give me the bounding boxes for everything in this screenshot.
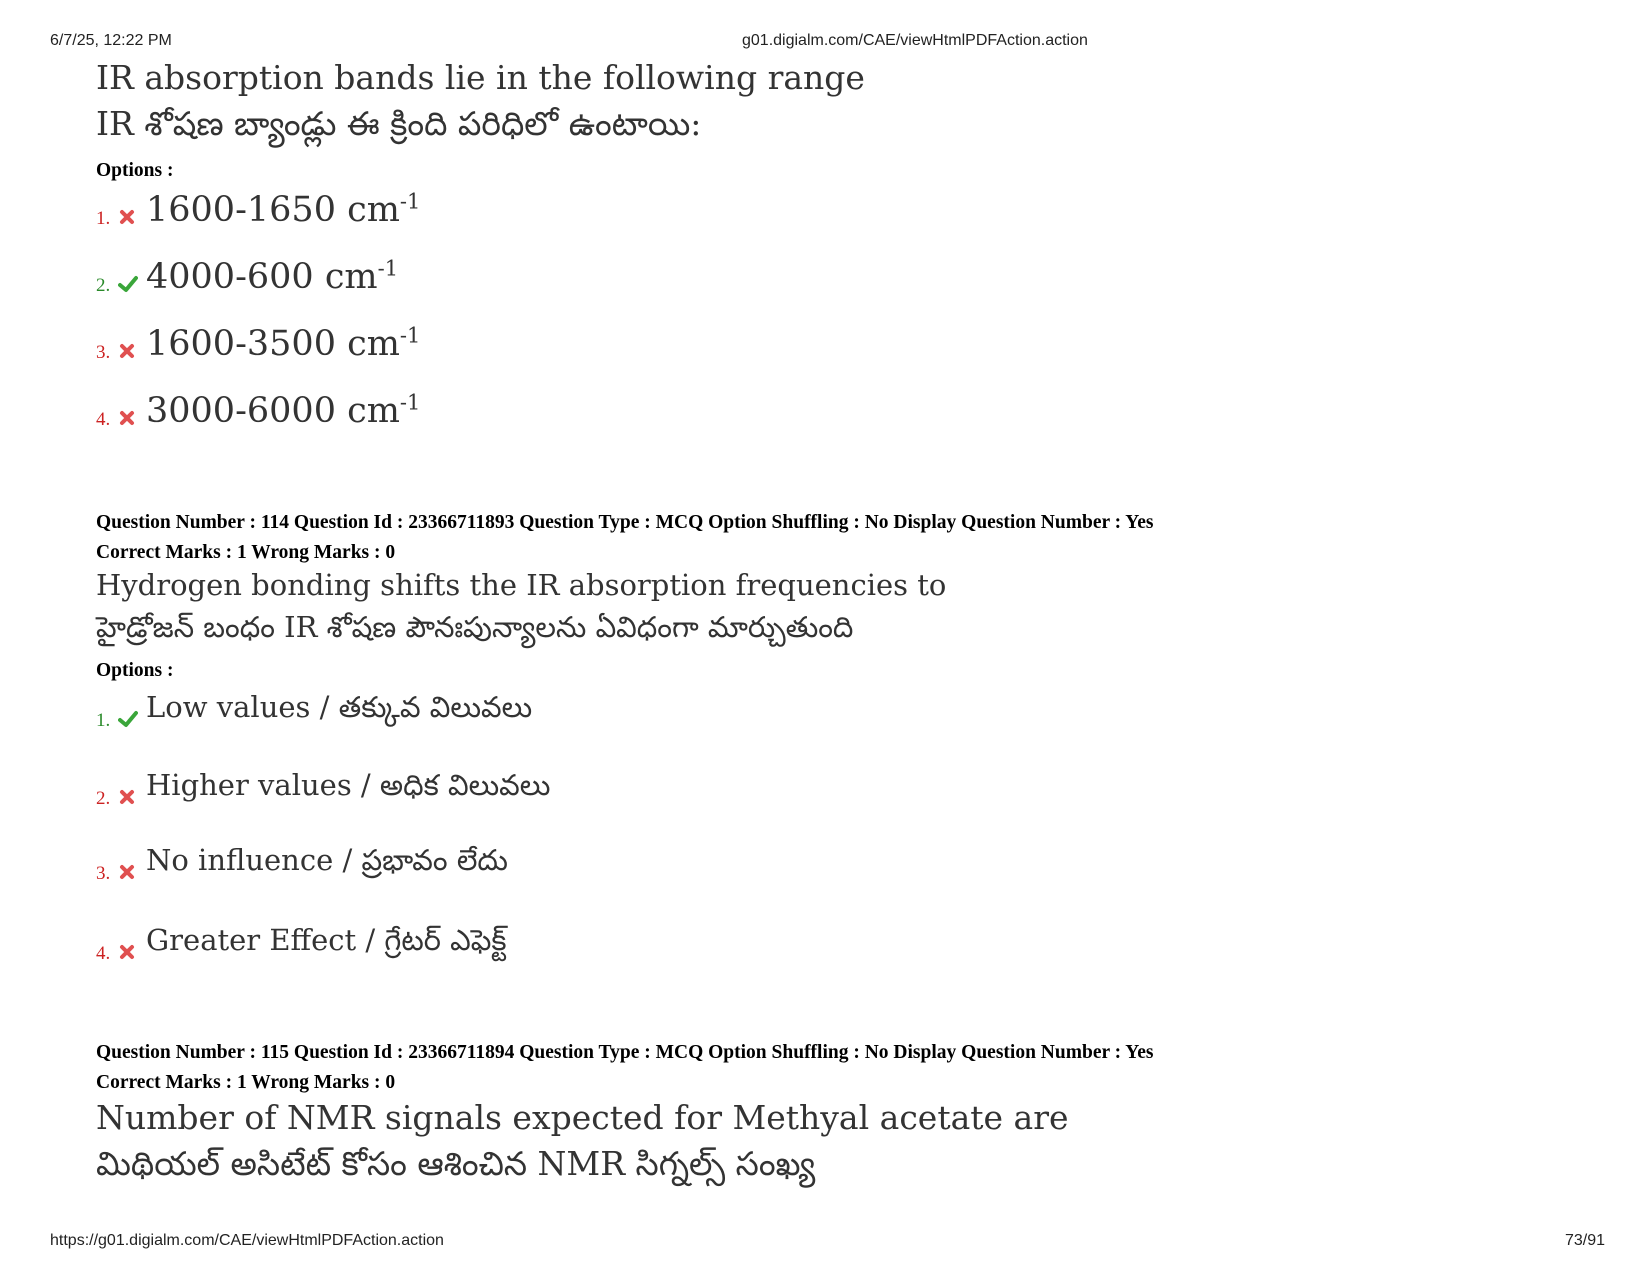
option-number: 1.: [96, 208, 111, 229]
print-datetime: 6/7/25, 12:22 PM: [50, 32, 172, 49]
question-stem-telugu: మిథియల్ అసిటేట్ కోసం ఆశించిన NMR సిగ్నల్స్ సంఖ్య: [96, 1144, 816, 1183]
option-number: 2.: [96, 275, 111, 296]
options-label: Options :: [96, 160, 174, 181]
option-number: 3.: [96, 342, 111, 363]
print-footer-url: https://g01.digialm.com/CAE/viewHtmlPDFAction.action: [50, 1232, 444, 1249]
question-marks-line: Correct Marks : 1 Wrong Marks : 0: [96, 542, 396, 563]
question-meta-line: Question Number : 114 Question Id : 23366711893 Question Type : MCQ Option Shuffling : No Display Question Number : Yes: [96, 512, 1154, 533]
check-icon: [118, 710, 138, 728]
cross-icon: [118, 409, 138, 427]
option-text: Low values / తక్కువ విలువలు: [146, 690, 533, 724]
option-text: Higher values / అధిక విలువలు: [146, 768, 551, 802]
option-text: 3000-6000 $cm^{-1}$: [146, 390, 421, 431]
question-stem-telugu: IR శోషణ బ్యాండ్లు ఈ క్రింది పరిధిలో ఉంటాయి:: [96, 104, 702, 143]
question-stem-english: IR absorption bands lie in the following range: [96, 58, 865, 97]
option-text: 1600-1650 $cm^{-1}$: [146, 189, 421, 230]
options-label: Options :: [96, 660, 174, 681]
option-text: Greater Effect / గ్రేటర్ ఎఫెక్ట్: [146, 923, 507, 957]
option-number: 4.: [96, 409, 111, 430]
option-number: 1.: [96, 710, 111, 731]
cross-icon: [118, 863, 138, 881]
cross-icon: [118, 943, 138, 961]
cross-icon: [118, 342, 138, 360]
check-icon: [118, 275, 138, 293]
print-site-url: g01.digialm.com/CAE/viewHtmlPDFAction.action: [742, 32, 1088, 49]
option-text: 4000-600 $cm^{-1}$: [146, 256, 399, 297]
cross-icon: [118, 208, 138, 226]
question-stem-telugu: హైడ్రోజన్ బంధం IR శోషణ పౌనఃపున్యాలను ఏవిధంగా మార్చుతుంది: [96, 610, 854, 644]
option-text: No influence / ప్రభావం లేదు: [146, 843, 508, 877]
cross-icon: [118, 788, 138, 806]
option-number: 3.: [96, 863, 111, 884]
question-stem-english: Hydrogen bonding shifts the IR absorption frequencies to: [96, 568, 947, 602]
question-meta-line: Question Number : 115 Question Id : 23366711894 Question Type : MCQ Option Shuffling : No Display Question Number : Yes: [96, 1042, 1154, 1063]
option-number: 4.: [96, 943, 111, 964]
question-marks-line: Correct Marks : 1 Wrong Marks : 0: [96, 1072, 396, 1093]
option-number: 2.: [96, 788, 111, 809]
question-stem-english: Number of NMR signals expected for Methyal acetate are: [96, 1098, 1069, 1137]
option-text: 1600-3500 $cm^{-1}$: [146, 323, 421, 364]
page-counter: 73/91: [1564, 1232, 1605, 1249]
